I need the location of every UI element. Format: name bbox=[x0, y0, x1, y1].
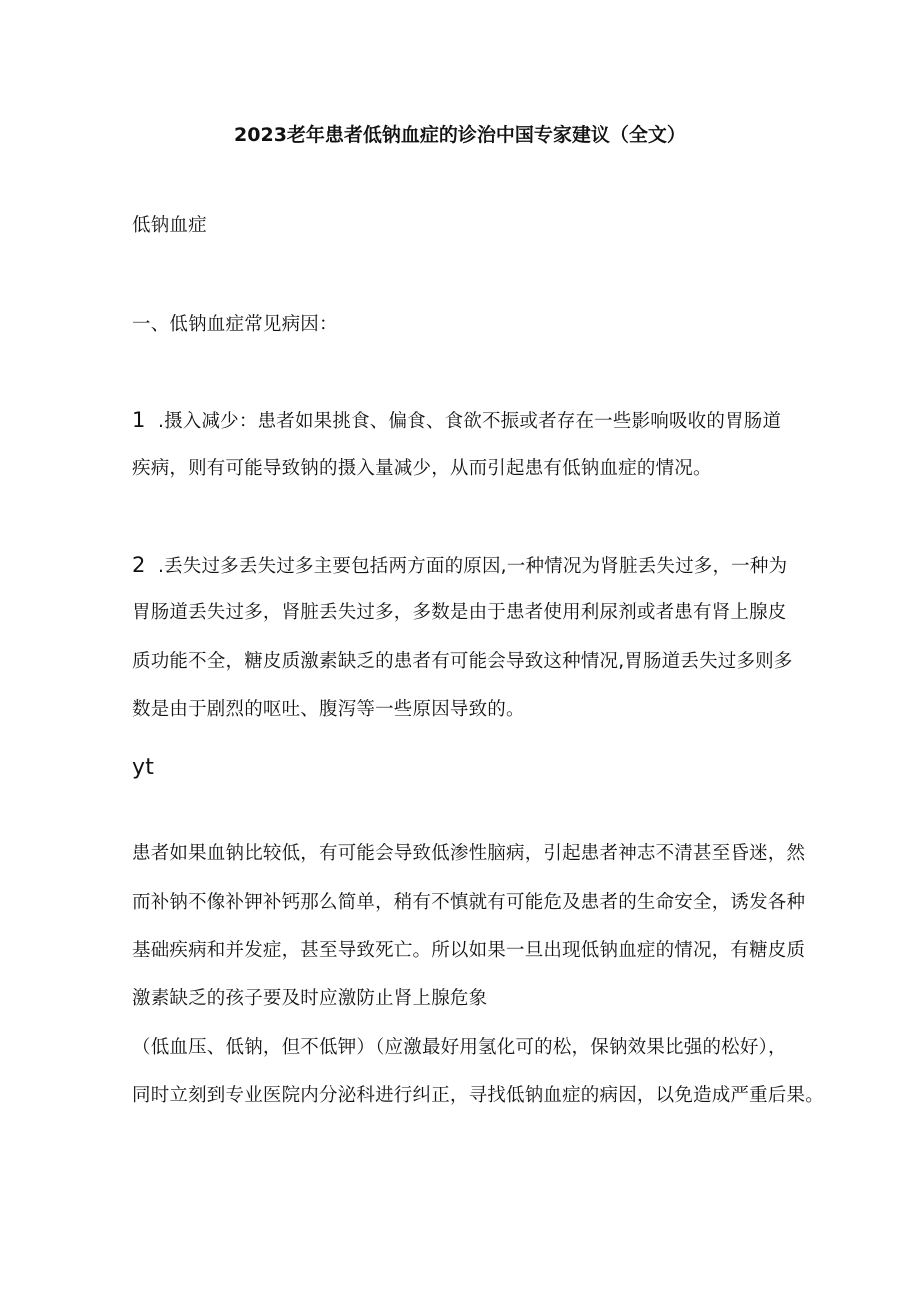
yt-text: yt bbox=[132, 755, 155, 780]
paragraph-3-line-5: （低血压、低钠，但不低钾）（应激最好用氢化可的松，保钠效果比强的松好）， bbox=[132, 1037, 787, 1058]
document-title: 2023老年患者低钠血症的诊治中国专家建议（全文） bbox=[234, 124, 686, 146]
item-1-line-1 bbox=[132, 408, 781, 434]
item-1-text: .摄入减少：患者如果挑食、偏食、食欲不振或者存在一些影响吸收的胃肠道 bbox=[158, 411, 782, 432]
item-1-number: 1 bbox=[132, 408, 146, 432]
paragraph-3-line-1: 患者如果血钠比较低，有可能会导致低渗性脑病，引起患者神志不清甚至昏迷，然 bbox=[132, 843, 806, 864]
item-2-line-4: 数是由于剧烈的呕吐、腹泻等一些原因导致的。 bbox=[132, 699, 525, 720]
item-1-line-2: 疾病，则有可能导致钠的摄入量减少，从而引起患有低钠血症的情况。 bbox=[132, 458, 712, 479]
item-2-number: 2 bbox=[132, 553, 146, 577]
item-2-line-2: 胃肠道丢失过多，肾脏丢失过多，多数是由于患者使用利尿剂或者患有肾上腺皮 bbox=[132, 602, 787, 623]
item-2-text: .丢失过多丢失过多主要包括两方面的原因,一种情况为肾脏丢失过多，一种为 bbox=[158, 556, 788, 577]
heading: 低钠血症 bbox=[132, 215, 207, 236]
paragraph-3-line-2: 而补钠不像补钾补钙那么简单，稍有不慎就有可能危及患者的生命安全，诱发各种 bbox=[132, 892, 806, 913]
paragraph-3-line-6: 同时立刻到专业医院内分泌科进行纠正，寻找低钠血症的病因，以免造成严重后果。 bbox=[132, 1085, 824, 1106]
paragraph-3-line-3: 基础疾病和并发症，甚至导致死亡。所以如果一旦出现低钠血症的情况，有糖皮质 bbox=[132, 940, 806, 961]
paragraph-3-line-4: 激素缺乏的孩子要及时应激防止肾上腺危象 bbox=[132, 988, 488, 1009]
item-2-line-1 bbox=[132, 553, 787, 579]
section-title: 一、低钠血症常见病因： bbox=[132, 314, 338, 335]
item-2-line-3: 质功能不全，糖皮质激素缺乏的患者有可能会导致这种情况,胃肠道丢失过多则多 bbox=[132, 651, 793, 672]
